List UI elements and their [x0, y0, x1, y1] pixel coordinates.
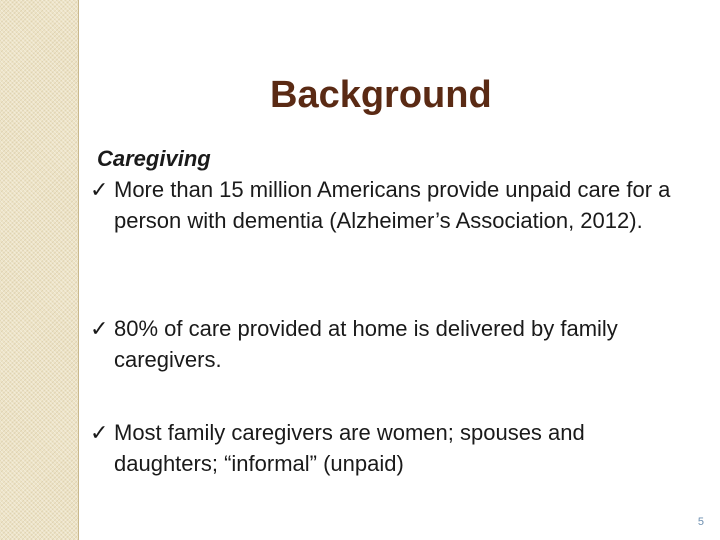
bullet-text: More than 15 million Americans provide unpaid care for a person with dementia (Alzheimer’s Association, 2012). — [114, 177, 671, 233]
slide-title: Background — [270, 74, 492, 116]
bullet-item — [90, 417, 690, 479]
checkmark-icon: ✓ — [90, 316, 109, 341]
bullet-item — [90, 174, 690, 236]
bullet-item — [90, 313, 690, 375]
bullet-text: 80% of care provided at home is delivered by family caregivers. — [114, 316, 618, 372]
bullet-text: Most family caregivers are women; spouses and daughters; “informal” (unpaid) — [114, 420, 585, 476]
decorative-side-band — [0, 0, 79, 540]
page-number: 5 — [697, 516, 704, 528]
checkmark-icon: ✓ — [90, 420, 109, 445]
checkmark-icon: ✓ — [90, 177, 109, 202]
section-heading: Caregiving — [97, 146, 211, 171]
